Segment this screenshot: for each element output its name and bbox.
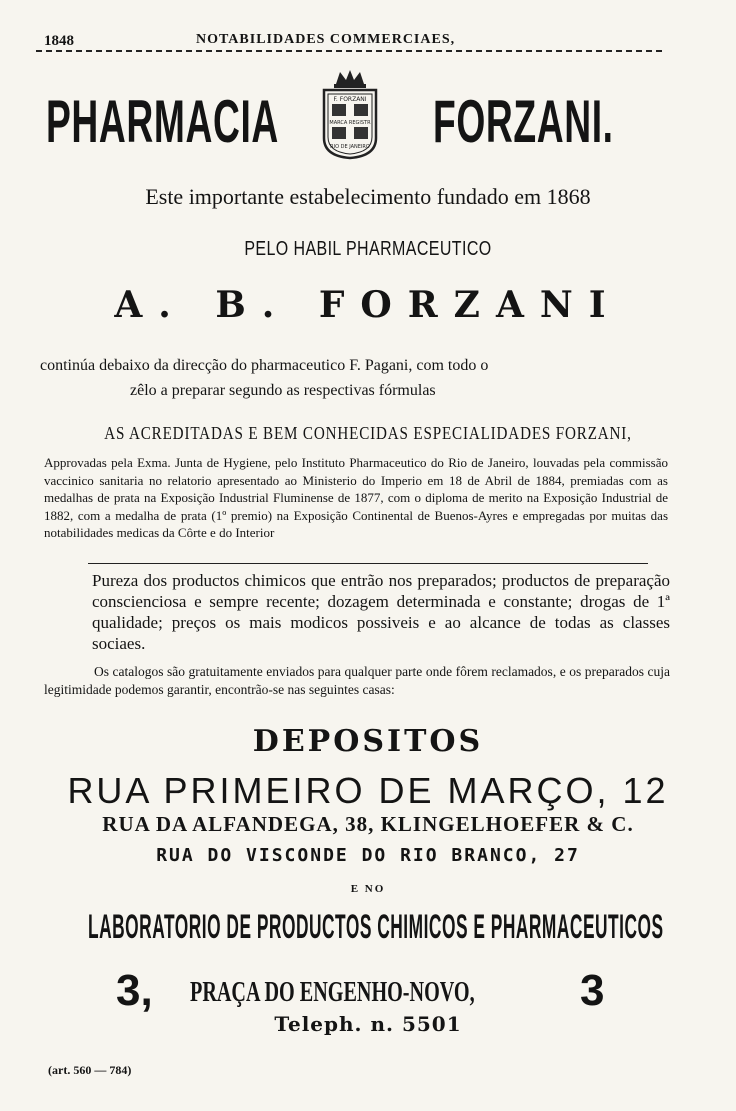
footer-reference: (art. 560 — 784) (48, 1063, 132, 1077)
address-number-right: 3 (580, 966, 605, 1015)
title-left: PHARMACIA (46, 88, 279, 155)
section-rule (88, 563, 648, 564)
specialties-heading: AS ACREDITADAS E BEM CONHECIDAS ESPECIALIDADES FORZANI, (104, 423, 632, 443)
founder-name: A. B. FORZANI (114, 284, 622, 326)
depositos-heading: DEPOSITOS (252, 724, 484, 759)
continuation-paragraph (40, 353, 680, 403)
svg-text:RIO DE JANEIRO: RIO DE JANEIRO (330, 144, 370, 150)
title-right: FORZANI. (433, 88, 614, 155)
header-rule (36, 50, 662, 52)
continuation-line-b: zêlo a preparar segundo as respectivas fórmulas (130, 382, 436, 399)
connector-text: E NO (350, 883, 386, 895)
continuation-line-a: continúa debaixo da direcção do pharmaceutico F. Pagani, com todo o (40, 357, 489, 374)
pharmacist-line: PELO HABIL PHARMACEUTICO (244, 238, 492, 260)
seal-crown (334, 70, 366, 88)
praca-address: PRAÇA DO ENGENHO-NOVO, (190, 977, 475, 1008)
address-visconde: RUA DO VISCONDE DO RIO BRANCO, 27 (156, 845, 580, 866)
page-number: 1848 (44, 33, 74, 49)
address-primeiro-de-marco: RUA PRIMEIRO DE MARÇO, 12 (67, 770, 669, 811)
telephone-line: Teleph. n. 5501 (274, 1012, 462, 1036)
pharmacy-seal-logo (318, 68, 382, 160)
approval-paragraph: Approvadas pela Exma. Junta de Hygiene, pelo Instituto Pharmaceutico do Rio de Janeiro, louvadas pela commissão vaccinico sanitaria no relatorio apresentado ao Ministerio do Imperio em 18 de Abril de 1884, premiadas com as medalhas de prata na Exposição Industrial Fluminense de 1877, com o diploma de merito na Exposição Industrial de 1882, com a medalha de prata (1º premio) na Exposição Continental de Buenos-Ayres e empregadas por muitas das notabilidades medicas da Côrte e do Interior (44, 455, 668, 541)
svg-text:F. FORZANI: F. FORZANI (333, 96, 367, 103)
svg-text:MARCA REGISTR: MARCA REGISTR (329, 120, 371, 126)
catalog-paragraph: Os catalogos são gratuitamente enviados para qualquer parte onde fôrem reclamados, e os preparados cuja legitimidade podemos garantir, encontrão-se nas seguintes casas: (44, 664, 670, 697)
purity-paragraph: Pureza dos productos chimicos que entrão nos preparados; productos de preparação conscienciosa e sempre recente; dozagem determinada e constante; drogas de 1ª qualidade; preços os mais modicos possiveis e ao alcance de todas as classes sociaes. (92, 571, 670, 653)
address-alfandega: RUA DA ALFANDEGA, 38, KLINGELHOEFER & C. (102, 812, 634, 836)
laboratory-name: LABORATORIO DE PRODUCTOS CHIMICOS E PHARMACEUTICOS (88, 908, 664, 946)
address-number-left: 3, (116, 966, 153, 1015)
founding-line: Este importante estabelecimento fundado em 1868 (145, 184, 591, 209)
running-title: NOTABILIDADES COMMERCIAES, (196, 32, 456, 47)
